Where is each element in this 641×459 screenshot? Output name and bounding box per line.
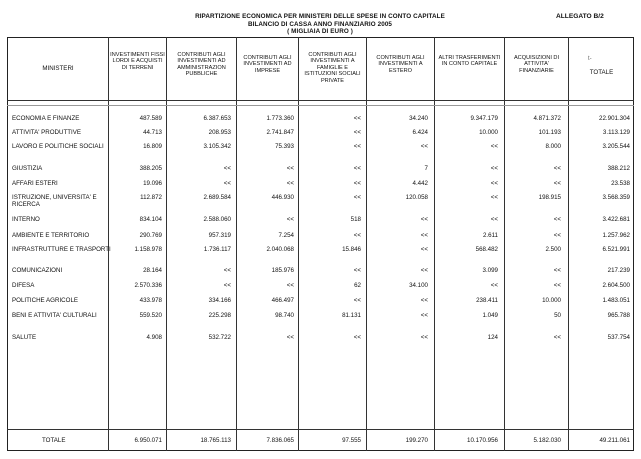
table-cell: 34.240 bbox=[409, 115, 428, 122]
table-cell: << bbox=[490, 143, 498, 150]
table-cell: << bbox=[353, 334, 361, 341]
table-cell: << bbox=[420, 334, 428, 341]
table-cell: << bbox=[420, 232, 428, 239]
total-cell: 97.555 bbox=[342, 437, 361, 444]
table-cell: 3.099 bbox=[482, 267, 498, 274]
column-header-ministeri: MINISTERI bbox=[42, 65, 74, 72]
table-cell: 23.538 bbox=[611, 180, 630, 187]
table-cell: << bbox=[353, 297, 361, 304]
table-cell: 44.713 bbox=[143, 129, 162, 136]
table-cell: 6.424 bbox=[412, 129, 428, 136]
ministry-name: ISTRUZIONE, UNIVERSITA' E RICERCA bbox=[12, 194, 97, 209]
column-header-contributi-estero: CONTRIBUTI AGLI INVESTIMENTI A ESTERO bbox=[376, 55, 425, 74]
ministry-name: AFFARI ESTERI bbox=[12, 180, 58, 187]
total-cell: 199.270 bbox=[405, 437, 428, 444]
table-cell: 6.387.653 bbox=[203, 115, 231, 122]
table-cell: 124 bbox=[487, 334, 498, 341]
table-cell: 34.100 bbox=[409, 282, 428, 289]
table-cell: << bbox=[286, 216, 294, 223]
table-cell: 2.570.336 bbox=[134, 282, 162, 289]
table-cell: 10.000 bbox=[542, 297, 561, 304]
table-cell: 518 bbox=[350, 216, 361, 223]
table-cell: 446.930 bbox=[271, 194, 294, 201]
table-cell: << bbox=[286, 165, 294, 172]
table-cell: << bbox=[353, 115, 361, 122]
table-cell: << bbox=[286, 282, 294, 289]
table-cell: 1.483.051 bbox=[602, 297, 630, 304]
table-cell: 559.520 bbox=[139, 312, 162, 319]
table-cell: 185.976 bbox=[271, 267, 294, 274]
table-cell: 7 bbox=[424, 165, 428, 172]
total-cell: 6.950.071 bbox=[134, 437, 162, 444]
table-cell: << bbox=[353, 165, 361, 172]
table-cell: 3.205.544 bbox=[602, 143, 630, 150]
table-cell: 487.589 bbox=[139, 115, 162, 122]
table-cell: 334.166 bbox=[208, 297, 231, 304]
column-header-investimenti: INVESTIMENTI FISSI LORDI E ACQUISTI DI TERRENI bbox=[110, 52, 165, 71]
ministry-name: ECONOMIA E FINANZE bbox=[12, 115, 80, 122]
table-cell: << bbox=[353, 267, 361, 274]
table-cell: 10.000 bbox=[479, 129, 498, 136]
table-cell: 388.212 bbox=[607, 165, 630, 172]
table-cell: << bbox=[553, 267, 561, 274]
table-cell: 834.104 bbox=[139, 216, 162, 223]
ministry-name: DIFESA bbox=[12, 282, 35, 289]
table-cell: << bbox=[353, 129, 361, 136]
table-cell: << bbox=[490, 180, 498, 187]
column-header-acquisizioni: ACQUISIZIONI DI ATTIVITA' FINANZIARIE bbox=[513, 55, 560, 74]
table-cell: << bbox=[490, 216, 498, 223]
table-cell: 208.953 bbox=[208, 129, 231, 136]
column-header-totale: TOTALE bbox=[589, 69, 614, 76]
ministry-name: GIUSTIZIA bbox=[12, 165, 43, 172]
ministry-name: ATTIVITA' PRODUTTIVE bbox=[12, 129, 82, 136]
table-cell: 4.908 bbox=[146, 334, 162, 341]
table-cell: 22.901.304 bbox=[599, 115, 630, 122]
table-cell: 101.193 bbox=[538, 129, 561, 136]
table-cell: << bbox=[420, 246, 428, 253]
column-header-altri-trasferimenti: ALTRI TRASFERIMENTI IN CONTO CAPITALE bbox=[438, 55, 501, 68]
table-cell: 3.105.342 bbox=[203, 143, 231, 150]
table-cell: << bbox=[223, 282, 231, 289]
report-title bbox=[150, 13, 490, 36]
table-cell: 1.049 bbox=[482, 312, 498, 319]
table-cell: << bbox=[553, 216, 561, 223]
total-cell: 49.211.061 bbox=[599, 437, 630, 444]
table-cell: 568.482 bbox=[475, 246, 498, 253]
column-header-contributi-famiglie: CONTRIBUTI AGLI INVESTIMENTI A FAMIGLIE E ISTITUZIONI SOCIALI PRIVATE bbox=[304, 52, 361, 84]
ministry-name: INFRASTRUTTURE E TRASPORTI bbox=[12, 246, 111, 253]
ministry-name: COMUNICAZIONI bbox=[12, 267, 63, 274]
table-cell: 7.254 bbox=[278, 232, 294, 239]
total-cell: 10.170.956 bbox=[467, 437, 498, 444]
table-cell: << bbox=[420, 267, 428, 274]
table-cell: 2.604.500 bbox=[602, 282, 630, 289]
table-cell: << bbox=[353, 232, 361, 239]
table-cell: 16.809 bbox=[143, 143, 162, 150]
table-cell: 6.521.991 bbox=[602, 246, 630, 253]
table-cell: 466.497 bbox=[271, 297, 294, 304]
table-cell: << bbox=[223, 165, 231, 172]
table-cell: 4.442 bbox=[412, 180, 428, 187]
table-cell: 28.164 bbox=[143, 267, 162, 274]
table-cell: << bbox=[553, 282, 561, 289]
total-cell: 7.836.065 bbox=[266, 437, 294, 444]
title-line: RIPARTIZIONE ECONOMICA PER MINISTERI DELLE SPESE IN CONTO CAPITALE bbox=[195, 13, 445, 20]
table-cell: 8.000 bbox=[545, 143, 561, 150]
table-cell: 957.319 bbox=[208, 232, 231, 239]
column-header-contributi-imprese: CONTRIBUTI AGLI INVESTIMENTI AD IMPRESE bbox=[243, 55, 292, 74]
table-cell: 2.040.068 bbox=[266, 246, 294, 253]
table-cell: << bbox=[223, 267, 231, 274]
table-cell: 532.722 bbox=[208, 334, 231, 341]
table-cell: 3.422.681 bbox=[602, 216, 630, 223]
table-cell: << bbox=[420, 297, 428, 304]
table-cell: << bbox=[490, 194, 498, 201]
table-cell: 433.978 bbox=[139, 297, 162, 304]
table-cell: 15.846 bbox=[342, 246, 361, 253]
table-cell: 290.769 bbox=[139, 232, 162, 239]
table-cell: 1.158.978 bbox=[134, 246, 162, 253]
table-cell: << bbox=[353, 180, 361, 187]
ministry-name: INTERNO bbox=[12, 216, 40, 223]
table-cell: 238.411 bbox=[476, 297, 498, 304]
table-cell: 81.131 bbox=[342, 312, 361, 319]
ministry-name: LAVORO E POLITICHE SOCIALI bbox=[12, 143, 104, 150]
ministry-name: SALUTE bbox=[12, 334, 37, 341]
table-cell: 112.872 bbox=[140, 194, 162, 201]
table-cell: << bbox=[353, 194, 361, 201]
table-cell: << bbox=[223, 180, 231, 187]
table-cell: << bbox=[490, 282, 498, 289]
table-cell: << bbox=[553, 165, 561, 172]
ministry-name: POLITICHE AGRICOLE bbox=[12, 297, 79, 304]
table-cell: 3.568.359 bbox=[602, 194, 630, 201]
table-cell: 965.788 bbox=[607, 312, 630, 319]
table-cell: 2.500 bbox=[545, 246, 561, 253]
table-cell: << bbox=[553, 232, 561, 239]
table-cell: 19.096 bbox=[143, 180, 162, 187]
table-cell: << bbox=[286, 334, 294, 341]
header-divider bbox=[7, 105, 634, 106]
table-cell: 3.113.129 bbox=[602, 129, 630, 136]
table-cell: 1.257.962 bbox=[602, 232, 630, 239]
table-cell: << bbox=[286, 180, 294, 187]
table-cell: << bbox=[353, 143, 361, 150]
allegato-label: ALLEGATO B/2 bbox=[556, 13, 604, 20]
table-cell: 217.239 bbox=[607, 267, 630, 274]
table-cell: 4.871.372 bbox=[533, 115, 561, 122]
table-cell: 62 bbox=[354, 282, 361, 289]
table-cell: 75.393 bbox=[275, 143, 294, 150]
table-cell: 2.611 bbox=[482, 232, 498, 239]
title-line: BILANCIO DI CASSA ANNO FINANZIARIO 2005 bbox=[247, 20, 393, 28]
table-cell: << bbox=[490, 165, 498, 172]
total-cell: 18.765.113 bbox=[200, 437, 231, 444]
total-cell: 5.182.030 bbox=[533, 437, 561, 444]
table-cell: << bbox=[553, 334, 561, 341]
table-cell: << bbox=[420, 312, 428, 319]
table-cell: 120.058 bbox=[405, 194, 428, 201]
table-cell: 50 bbox=[554, 312, 561, 319]
table-cell: 225.298 bbox=[208, 312, 231, 319]
totals-divider bbox=[7, 429, 634, 430]
table-cell: 98.740 bbox=[275, 312, 294, 319]
table-cell: 9.347.179 bbox=[470, 115, 498, 122]
table-cell: << bbox=[553, 180, 561, 187]
table-cell: << bbox=[420, 216, 428, 223]
table-cell: 2.588.060 bbox=[203, 216, 231, 223]
table-cell: 2.689.584 bbox=[203, 194, 231, 201]
table-cell: << bbox=[420, 143, 428, 150]
ministry-name: BENI E ATTIVITA' CULTURALI bbox=[12, 312, 97, 319]
table-cell: 198.915 bbox=[538, 194, 561, 201]
title-line: ( MIGLIAIA DI EURO ) bbox=[287, 28, 353, 36]
totals-label: TOTALE bbox=[42, 437, 66, 444]
ministry-name: AMBIENTE E TERRITORIO bbox=[12, 232, 90, 239]
table-cell: 2.741.847 bbox=[266, 129, 294, 136]
column-header-contributi-amministrazioni: CONTRIBUTI AGLI INVESTIMENTI AD AMMINISTRAZION PUBBLICHE bbox=[177, 52, 226, 78]
table-cell: 537.754 bbox=[607, 334, 630, 341]
margin-mark: t- bbox=[588, 56, 592, 62]
table-cell: 1.736.117 bbox=[203, 246, 231, 253]
table-cell: 1.773.360 bbox=[266, 115, 294, 122]
table-cell: 388.205 bbox=[139, 165, 162, 172]
header-divider bbox=[7, 100, 634, 101]
